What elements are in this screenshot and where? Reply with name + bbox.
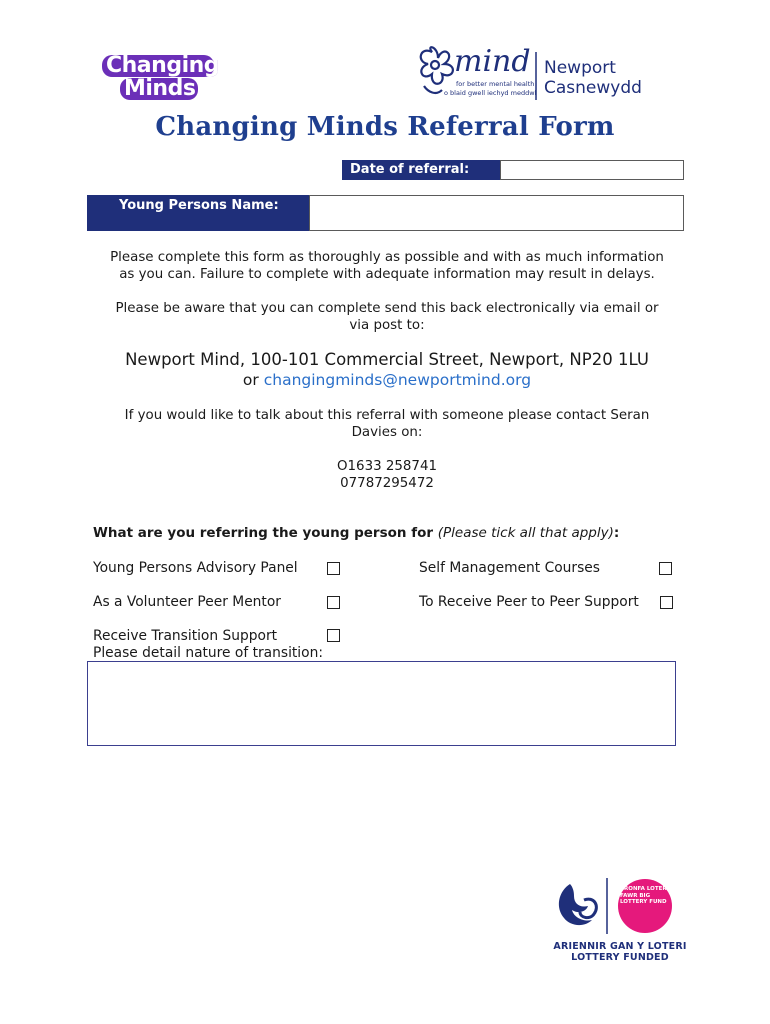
date-of-referral-field[interactable] [500,160,684,180]
instructions-line: Please be aware that you can complete send this back electronically via email or [115,301,659,316]
instructions-paragraph [88,249,686,283]
instructions-line: as you can. Failure to complete with adequate information may result in delays. [119,267,655,282]
mind-tagline-cy: o blaid gwell iechyd meddwl [444,89,537,97]
contact-line: Davies on: [351,425,423,440]
referral-heading-text: What are you referring the young person for [93,525,434,541]
instructions-line: via post to: [349,318,425,333]
changing-minds-logo [100,52,220,104]
lottery-funded-welsh: ARIENNIR GAN Y LOTERI [553,941,687,952]
logo-text-minds: Minds [124,76,196,101]
young-persons-name-label: Young Persons Name: [87,195,309,231]
checkbox-volunteer-peer-mentor[interactable] [327,596,340,609]
contact-paragraph [88,407,686,441]
option-label-peer-support: To Receive Peer to Peer Support [419,594,639,610]
email-line [88,371,686,389]
contact-line: If you would like to talk about this referral with someone please contact Seran [124,408,650,423]
checkbox-peer-support[interactable] [660,596,673,609]
option-label-volunteer-peer-mentor: As a Volunteer Peer Mentor [93,594,281,610]
transition-detail-field[interactable] [87,661,676,746]
checkbox-transition-support[interactable] [327,629,340,642]
logo-text-changing: Changing [106,53,220,78]
email-link[interactable]: changingminds@newportmind.org [263,371,532,389]
phone-number: O1633 258741 [337,459,437,474]
phone-number: 07787295472 [340,476,434,491]
checkbox-advisory-panel[interactable] [327,562,340,575]
date-of-referral-label: Date of referral: [342,160,500,180]
referral-reason-heading [93,525,619,541]
postal-address: Newport Mind, 100-101 Commercial Street, Newport, NP20 1LU [125,350,649,369]
mind-place-en: Newport [544,58,616,78]
return-instructions-paragraph [88,300,686,334]
form-title: Changing Minds Referral Form [155,112,615,142]
instructions-line: Please complete this form as thoroughly as possible and with as much information [110,250,664,265]
referral-heading-note: (Please tick all that apply) [437,525,614,541]
phone-numbers [88,458,686,492]
option-label-advisory-panel: Young Persons Advisory Panel [93,560,298,576]
or-text: or [242,371,259,389]
lottery-badge-text: CRONFA LOTERI FAWR BIG LOTTERY FUND [620,886,669,905]
checkbox-self-management[interactable] [659,562,672,575]
mind-newport-logo [412,42,652,104]
referral-heading-colon: : [613,525,620,541]
option-label-self-management: Self Management Courses [419,560,600,576]
young-persons-name-field[interactable] [309,195,684,231]
option-label-transition-support: Receive Transition Support [93,628,278,644]
mind-place-cy: Casnewydd [544,78,642,98]
lottery-funded-english: LOTTERY FUNDED [571,952,669,963]
mind-wordmark: mind [454,44,531,79]
transition-detail-label: Please detail nature of transition: [93,645,323,661]
mind-tagline-en: for better mental health [456,80,535,88]
